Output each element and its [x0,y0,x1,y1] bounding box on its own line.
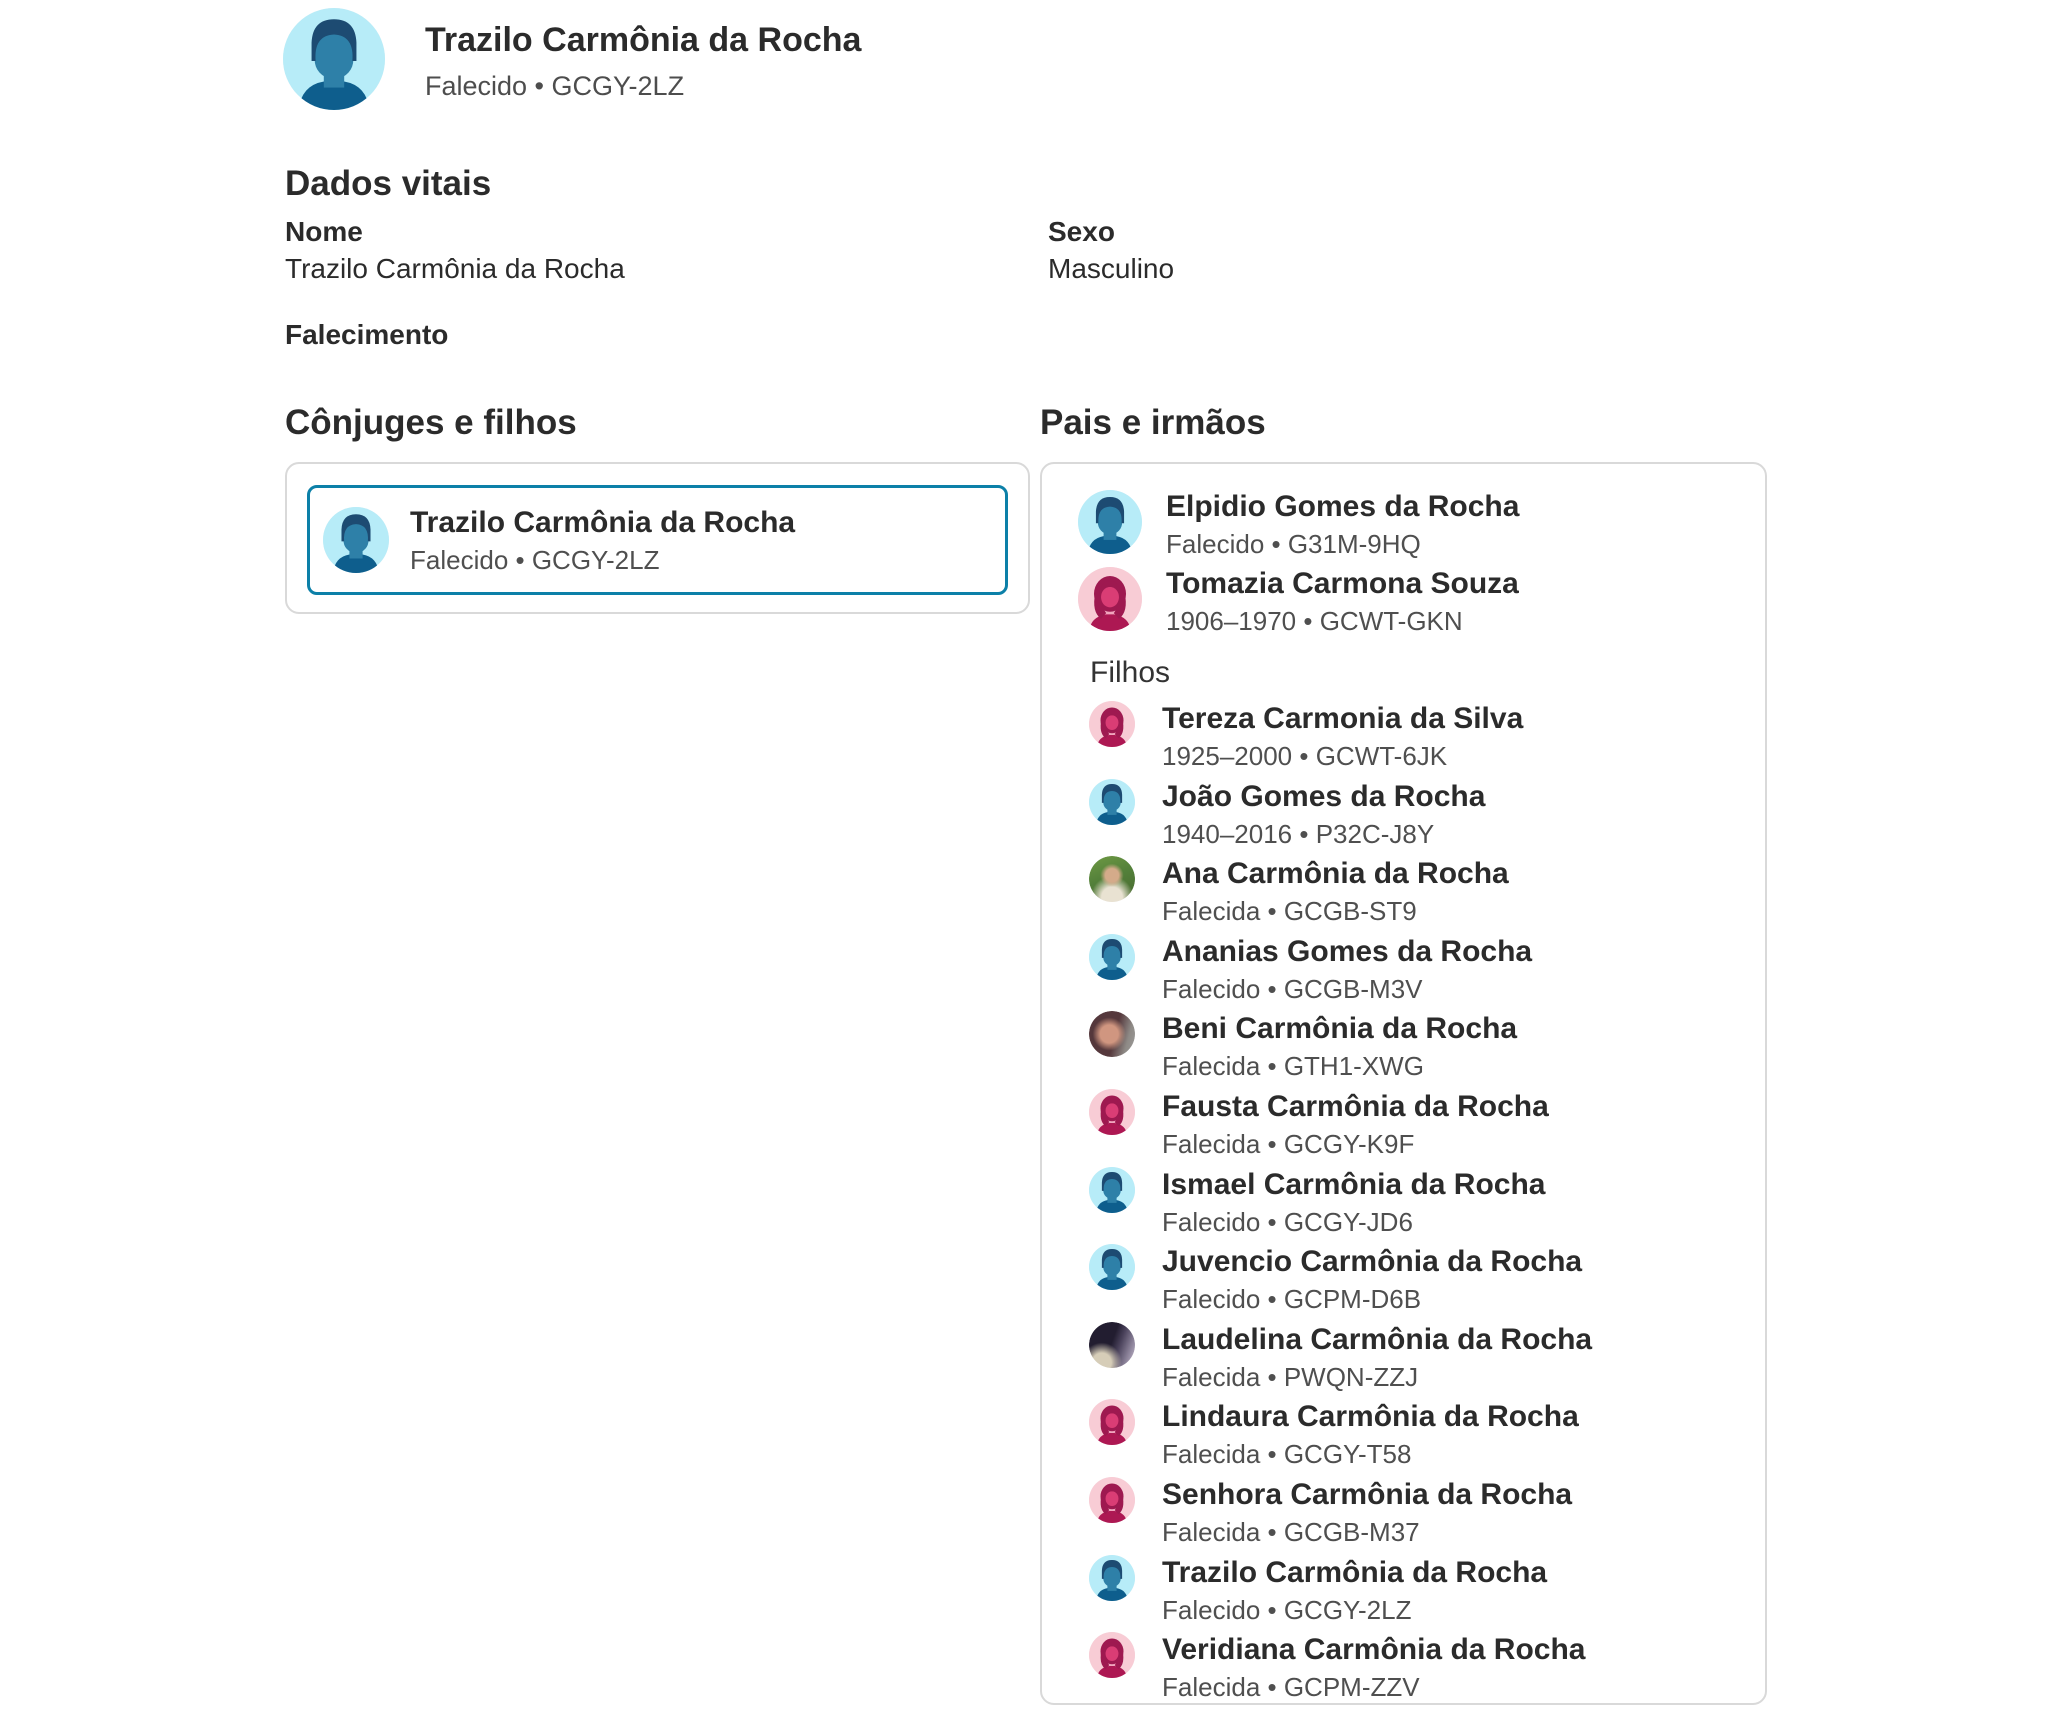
member-name: Elpidio Gomes da Rocha [1166,490,1520,523]
sex-value: Masculino [1048,253,1175,284]
parents-siblings-card [1040,462,1767,1705]
person-avatar [1089,1244,1135,1290]
parents-list [1078,488,1749,642]
member-lifespan-id: Falecida • GCGY-K9F [1162,1128,1415,1159]
family-member-row[interactable] [1089,1631,1749,1705]
member-text [1162,1088,1549,1162]
person-avatar [1089,1011,1135,1057]
member-name: Ismael Carmônia da Rocha [1162,1167,1546,1201]
member-lifespan-id: Falecida • GCGB-ST9 [1162,896,1417,927]
family-member-row[interactable] [1089,778,1749,856]
member-text [1162,778,1485,852]
member-name: João Gomes da Rocha [1162,779,1486,813]
member-lifespan-id: Falecido • GCGY-2LZ [1162,1594,1412,1625]
member-lifespan-id: Falecido • GCGB-M3V [1162,973,1423,1004]
member-lifespan-id: 1940–2016 • P32C-J8Y [1162,818,1435,849]
name-value: Trazilo Carmônia da Rocha [285,253,625,284]
person-avatar [1089,1477,1135,1523]
female-avatar-icon [1078,567,1142,631]
member-name: Tereza Carmonia da Silva [1162,702,1524,735]
member-text [1162,1476,1572,1550]
person-avatar [1089,701,1135,747]
spouses-section-title: Cônjuges e filhos [285,403,577,442]
death-label: Falecimento [285,319,449,350]
member-name: Laudelina Carmônia da Rocha [1162,1322,1593,1356]
member-lifespan-id: Falecida • GCGB-M37 [1162,1516,1420,1547]
family-member-row[interactable] [1089,855,1749,933]
person-avatar [1078,490,1142,554]
member-text [1166,488,1519,562]
photo-avatar [1089,1011,1135,1057]
member-lifespan-id: Falecida • GTH1-XWG [1162,1051,1424,1082]
parents-section-title: Pais e irmãos [1040,403,1266,442]
female-avatar-icon [1089,1089,1135,1135]
member-name: Senhora Carmônia da Rocha [1162,1477,1573,1511]
person-avatar [1089,856,1135,902]
member-text [1162,1631,1585,1705]
member-text [1162,1243,1582,1317]
person-avatar [1078,567,1142,631]
person-lifespan-id: Falecido • GCGY-2LZ [425,71,685,101]
member-text [1162,855,1509,929]
family-member-row[interactable] [1089,1321,1749,1399]
member-text [1162,1554,1547,1628]
member-text [1162,1166,1545,1240]
male-avatar-icon [283,8,385,110]
member-lifespan-id: Falecido • G31M-9HQ [1166,529,1421,559]
male-avatar-icon [1089,934,1135,980]
family-member-row[interactable] [1078,565,1749,642]
spouse-name: Trazilo Carmônia da Rocha [410,505,796,539]
person-avatar [1089,1632,1135,1678]
member-lifespan-id: Falecida • GCGY-T58 [1162,1439,1412,1470]
member-lifespan-id: Falecido • GCGY-JD6 [1162,1206,1413,1237]
vital-field-sex [1048,213,1174,288]
male-avatar-icon [1078,490,1142,554]
member-lifespan-id: 1925–2000 • GCWT-6JK [1162,741,1448,771]
male-avatar-icon [1089,1555,1135,1601]
member-name: Fausta Carmônia da Rocha [1162,1089,1549,1123]
family-member-row[interactable] [1089,1554,1749,1632]
male-avatar-icon [1089,1244,1135,1290]
person-avatar [1089,1322,1135,1368]
family-member-row[interactable] [1089,1476,1749,1554]
family-member-row[interactable] [1078,488,1749,565]
person-avatar [283,8,385,110]
member-name: Lindaura Carmônia da Rocha [1162,1400,1579,1434]
member-lifespan-id: 1906–1970 • GCWT-GKN [1166,606,1463,636]
family-member-row[interactable] [1089,700,1749,778]
person-header-text [425,8,861,102]
member-name: Tomazia Carmona Souza [1166,567,1519,600]
family-member-row[interactable] [1089,1088,1749,1166]
member-name: Trazilo Carmônia da Rocha [1162,1555,1548,1589]
member-name: Veridiana Carmônia da Rocha [1162,1633,1586,1667]
family-member-row[interactable] [1089,1243,1749,1321]
male-avatar-icon [1089,1167,1135,1213]
family-member-row[interactable] [1089,933,1749,1011]
member-lifespan-id: Falecida • GCPM-ZZV [1162,1672,1420,1703]
children-list [1078,700,1749,1705]
person-avatar [1089,779,1135,825]
spouse-person-card[interactable] [307,485,1008,595]
member-text [1166,565,1519,639]
vital-field-name [285,213,625,288]
member-name: Juvencio Carmônia da Rocha [1162,1245,1583,1279]
member-lifespan-id: Falecida • PWQN-ZZJ [1162,1361,1419,1392]
member-text [1162,700,1523,774]
member-name: Beni Carmônia da Rocha [1162,1012,1518,1046]
member-text [1162,1321,1592,1395]
children-label: Filhos [1090,656,1171,689]
person-name: Trazilo Carmônia da Rocha [425,21,862,59]
female-avatar-icon [1089,1399,1135,1445]
family-member-row[interactable] [1089,1166,1749,1244]
member-lifespan-id: Falecido • GCPM-D6B [1162,1284,1422,1315]
person-avatar [1089,934,1135,980]
female-avatar-icon [1089,1477,1135,1523]
male-avatar-icon [323,507,389,573]
person-header [283,8,861,110]
family-member-row[interactable] [1089,1010,1749,1088]
member-text [1162,1010,1517,1084]
photo-avatar [1089,1322,1135,1368]
member-name: Ana Carmônia da Rocha [1162,857,1509,891]
spouse-card-text [410,504,795,577]
member-text [1162,933,1532,1007]
person-avatar [1089,1399,1135,1445]
person-avatar [1089,1555,1135,1601]
family-member-row[interactable] [1089,1398,1749,1476]
spouse-lifespan-id: Falecido • GCGY-2LZ [410,544,660,575]
vitals-section-title: Dados vitais [285,164,492,203]
female-avatar-icon [1089,701,1135,747]
person-avatar [1089,1089,1135,1135]
photo-avatar [1089,856,1135,902]
member-text [1162,1398,1579,1472]
vital-field-death [285,316,448,353]
person-avatar [1089,1167,1135,1213]
spouses-card [285,462,1030,614]
member-name: Ananias Gomes da Rocha [1162,934,1533,968]
female-avatar-icon [1089,1632,1135,1678]
name-label: Nome [285,216,363,247]
spouse-avatar [323,507,389,573]
sex-label: Sexo [1048,216,1115,247]
male-avatar-icon [1089,779,1135,825]
